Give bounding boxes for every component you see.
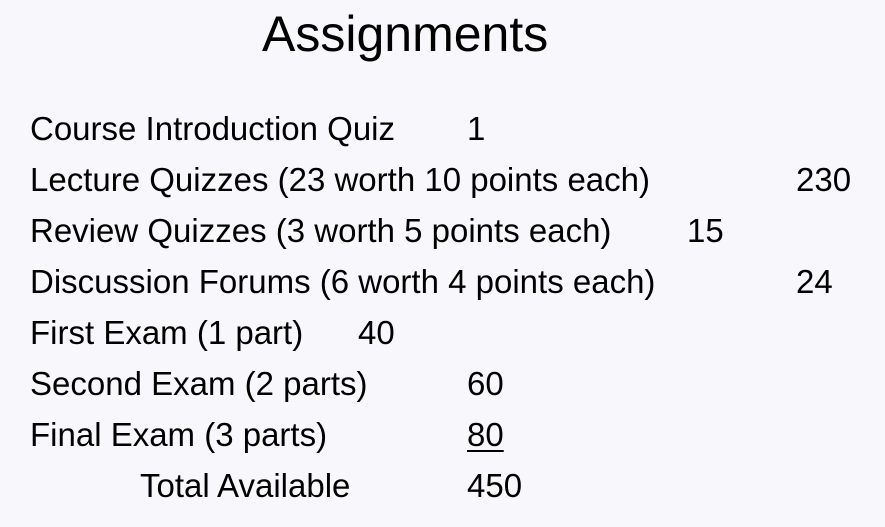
row-points-discussion-forums: 24 <box>796 263 833 300</box>
total-points: 450 <box>467 467 523 504</box>
row-label-course-intro-quiz: Course Introduction Quiz <box>30 110 396 147</box>
row-points-course-intro-quiz: 1 <box>467 110 486 147</box>
row-points-review-quizzes: 15 <box>687 212 724 249</box>
row-points-second-exam: 60 <box>467 365 504 402</box>
row-label-review-quizzes: Review Quizzes (3 worth 5 points each) <box>30 212 612 249</box>
row-points-final-exam: 80 <box>467 416 504 453</box>
total-label: Total Available <box>140 467 351 504</box>
row-label-discussion-forums: Discussion Forums (6 worth 4 points each) <box>30 263 656 300</box>
row-label-first-exam: First Exam (1 part) <box>30 314 304 351</box>
row-label-second-exam: Second Exam (2 parts) <box>30 365 368 402</box>
row-points-lecture-quizzes: 230 <box>796 161 852 198</box>
row-label-final-exam: Final Exam (3 parts) <box>30 416 328 453</box>
row-points-first-exam: 40 <box>358 314 395 351</box>
row-label-lecture-quizzes: Lecture Quizzes (23 worth 10 points each) <box>30 161 650 198</box>
page-title: Assignments <box>262 6 549 62</box>
